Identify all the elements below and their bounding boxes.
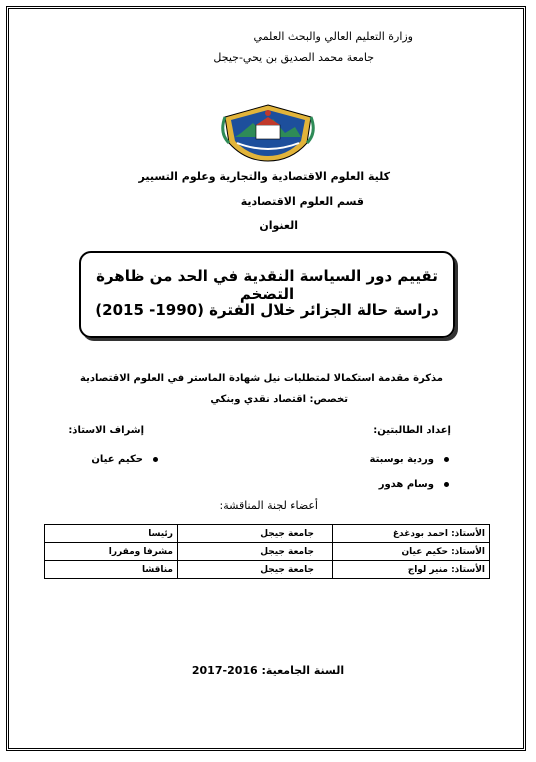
- jury-table: [44, 524, 490, 579]
- jury-member-university: جامعة جيجل: [178, 561, 333, 579]
- degree-note: مذكرة مقدمة استكمالا لمتطلبات نيل شهادة الماستر في العلوم الاقتصادية: [80, 373, 443, 384]
- bullet-icon: [153, 457, 158, 462]
- table-row: [45, 525, 490, 543]
- students-label: إعداد الطالبتين:: [373, 425, 451, 436]
- table-row: [45, 543, 490, 561]
- student-name: وسام هدور: [379, 479, 449, 490]
- academic-year: السنة الجامعية: 2016-2017: [191, 664, 345, 677]
- specialization: تخصص: اقتصاد نقدي وبنكي: [210, 394, 348, 405]
- jury-member-university: جامعة جيجل: [178, 525, 333, 543]
- thesis-title-box: [79, 251, 455, 338]
- jury-member-name: الأستاذ: حكيم عيان: [333, 543, 490, 561]
- bullet-icon: [444, 482, 449, 487]
- thesis-title-line1: تقييم دور السياسة النقدية في الحد من ظاهرة التضخم: [96, 267, 438, 303]
- thesis-title-line2: دراسة حالة الجزائر خلال الفترة (1990- 2015): [95, 301, 439, 319]
- jury-member-role: مشرفا ومقررا: [45, 543, 178, 561]
- jury-member-role: مناقشا: [45, 561, 178, 579]
- university-crest-icon: [221, 103, 316, 163]
- university-name: جامعة محمد الصديق بن يحي-جيجل: [213, 51, 374, 64]
- supervisor-label: إشراف الاستاذ:: [68, 425, 144, 436]
- jury-member-role: رئيسا: [45, 525, 178, 543]
- table-row: [45, 561, 490, 579]
- supervisor-name: حكيم عيان: [91, 454, 158, 465]
- bullet-icon: [444, 457, 449, 462]
- jury-member-name: الأستاذ: احمد بودغدغ: [333, 525, 490, 543]
- jury-label: أعضاء لجنة المناقشة:: [219, 499, 318, 512]
- department-name: قسم العلوم الاقتصادية: [240, 195, 364, 208]
- jury-member-university: جامعة جيجل: [178, 543, 333, 561]
- faculty-name: كلية العلوم الاقتصادية والتجارية وعلوم التسيير: [138, 170, 390, 183]
- student-name: وردية بوسبتة: [370, 454, 450, 465]
- ministry-name: وزارة التعليم العالي والبحث العلمي: [253, 30, 413, 43]
- jury-member-name: الأستاذ: منير لواج: [333, 561, 490, 579]
- title-label: العنوان: [259, 219, 298, 232]
